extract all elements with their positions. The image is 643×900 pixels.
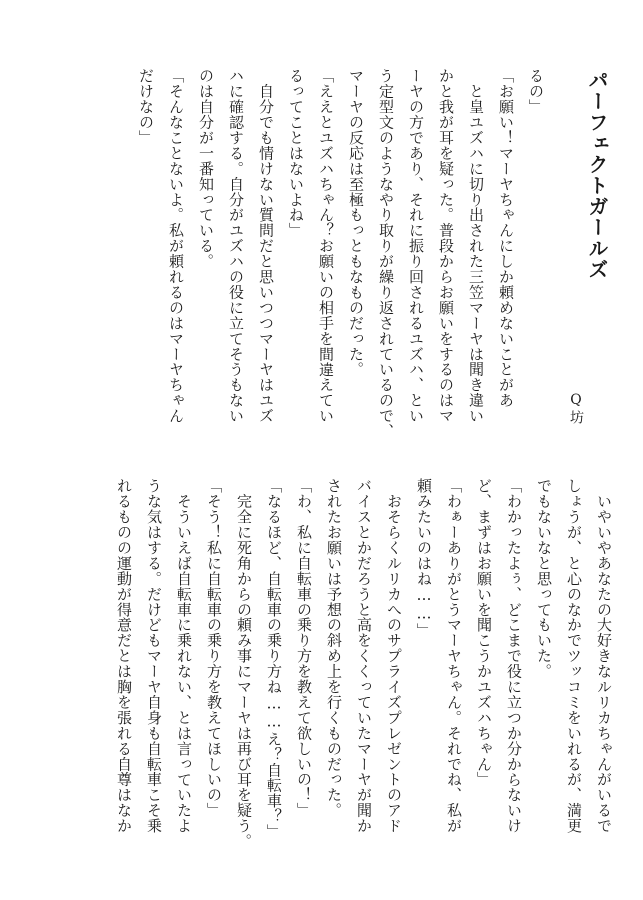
text-line: のは自分が一番知っている。 xyxy=(197,68,215,269)
text-line: かと我が耳を疑った。普段からお願いをするのはマ xyxy=(437,68,455,424)
text-line: れるものの運動が得意だとは胸を張れる自尊はなか xyxy=(115,478,133,834)
text-line: うな気はする。だけどもマーヤ自身も自転車こそ乗 xyxy=(145,478,163,834)
text-line: 頼みたいのはね……」 xyxy=(415,478,433,639)
text-line: と皇ユズハに切り出された三笠マーヤは聞き違い xyxy=(467,68,485,424)
text-line: 「そう！私に自転車の乗り方を教えてほしいの」 xyxy=(205,478,223,818)
text-line: 「わかったよぅ、どこまで役に立つか分からないけ xyxy=(505,478,523,834)
story-title: パーフェクトガールズ xyxy=(585,70,609,280)
text-line: おそらくルリカへのサプライズプレゼントのアド xyxy=(385,478,403,834)
text-line: いやいやあなたの大好きなルリカちゃんがいるで xyxy=(595,478,613,834)
lower-text-block xyxy=(114,478,613,849)
text-line: う定型文のようなやり取りが繰り返されているので、 xyxy=(377,68,395,439)
text-line: されたお願いは予想の斜め上を行くものだった。 xyxy=(325,478,343,818)
text-line: 「わぁーありがとうマーヤちゃん。それでね、私が xyxy=(445,478,463,834)
text-line: 「ええとユズハちゃん？お願いの相手を間違えてい xyxy=(317,68,335,424)
text-line: ーヤの方であり、それに振り回されるユズハ、とい xyxy=(407,68,425,424)
text-line: ど、まずはお願いを聞こうかユズハちゃん」 xyxy=(475,478,493,787)
text-line: だけなの」 xyxy=(137,68,155,146)
text-line: そういえば自転車に乗れない、とは言っていたよ xyxy=(175,478,193,834)
text-line: でもないなと思ってもいた。 xyxy=(535,478,553,679)
text-line: マーヤの反応は至極もっともなものだった。 xyxy=(347,68,365,377)
text-line: 「お願い！マーヤちゃんにしか頼めないことがあ xyxy=(497,68,515,408)
author-name: Q坊 xyxy=(568,392,584,426)
upper-text-block xyxy=(136,68,545,439)
text-line: るの」 xyxy=(527,68,545,115)
text-line: しょうが、と心のなかでツッコミをいれるが、満更 xyxy=(565,478,583,834)
text-line: 「なるほど、自転車の乗り方ね……え？自転車？」 xyxy=(265,478,283,840)
text-line: 「わ、私に自転車の乗り方を教えて欲しいの！」 xyxy=(295,478,313,818)
text-line: るってことはないよね」 xyxy=(287,68,305,238)
text-line: 完全に死角からの頼み事にマーヤは再び耳を疑う。 xyxy=(235,478,253,849)
text-line: ハに確認する。自分がユズハの役に立てそうもない xyxy=(227,68,245,424)
text-line: バイスとかだろうと高をくくっていたマーヤが聞か xyxy=(355,478,373,834)
text-line: 「そんなことないよ。私が頼れるのはマーヤちゃん xyxy=(167,68,185,424)
text-line: 自分でも情けない質問だと思いつつマーヤはユズ xyxy=(257,68,275,424)
